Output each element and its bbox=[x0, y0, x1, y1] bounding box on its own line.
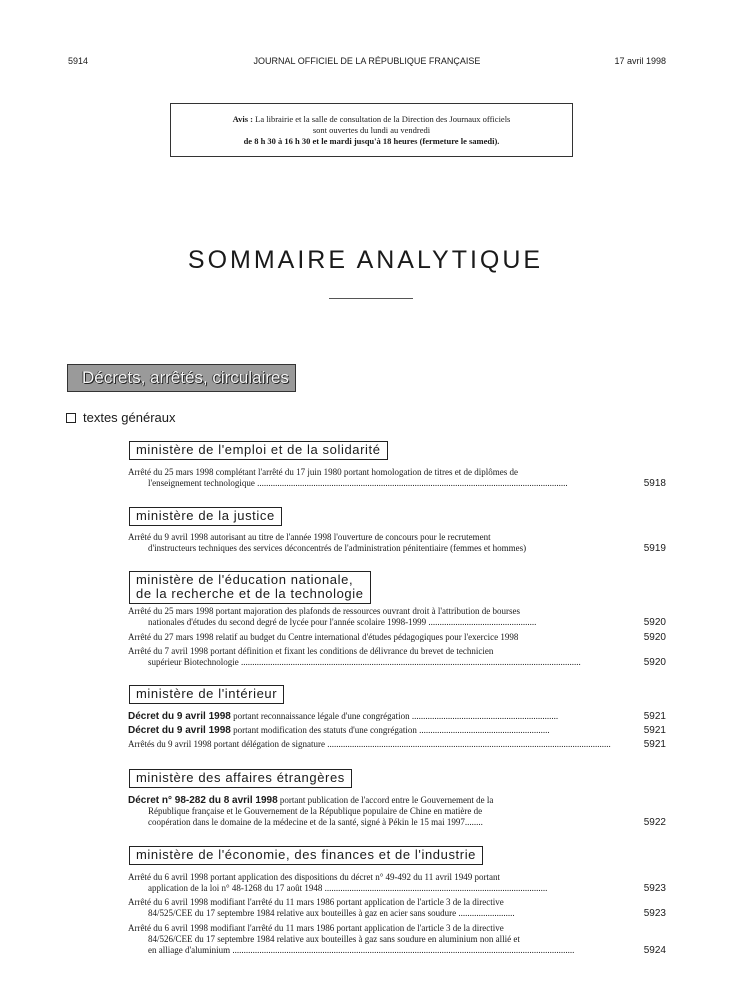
notice-label: Avis : bbox=[232, 114, 254, 124]
entry-line: portant publication de l'accord entre le Gouvernement de la bbox=[277, 795, 494, 805]
ministry-name: ministère de l'emploi et de la solidarité bbox=[136, 442, 381, 457]
entry-page: 5921 bbox=[643, 739, 666, 750]
ministry-name: ministère de la justice bbox=[136, 508, 275, 523]
entry-text: Décret du 9 avril 1998 portant reconnaissance légale d'une congrégation ................................................................. bbox=[128, 711, 559, 722]
entry-line: Arrêté du 6 avril 1998 modifiant l'arrêté du 11 mars 1986 portant application de l'article 3 de la directive bbox=[128, 897, 504, 907]
running-header bbox=[68, 56, 666, 70]
entry-bold: Décret du 9 avril 1998 bbox=[128, 725, 231, 736]
ministry-name: ministère des affaires étrangères bbox=[136, 770, 345, 785]
category-label: textes généraux bbox=[83, 410, 176, 425]
entry-page: 5923 bbox=[643, 908, 666, 919]
ministry-name: ministère de l'intérieur bbox=[136, 686, 278, 701]
entry-line: Arrêtés du 9 avril 1998 portant délégation de signature bbox=[128, 739, 325, 749]
entry bbox=[128, 646, 666, 668]
entry-line: supérieur Biotechnologie bbox=[148, 657, 239, 667]
entry-line: Arrêté du 9 avril 1998 autorisant au titre de l'année 1998 l'ouverture de concours pour le recrutement bbox=[128, 532, 491, 542]
entry-page: 5920 bbox=[643, 657, 666, 668]
entry-line: application de la loi n° 48-1268 du 17 août 1948 bbox=[148, 883, 323, 893]
ministry-header-economie bbox=[129, 846, 483, 865]
entry bbox=[128, 872, 666, 894]
ministry-name: ministère de l'économie, des finances et de l'industrie bbox=[136, 847, 477, 862]
entry-line: en alliage d'aluminium bbox=[148, 945, 231, 955]
journal-title: JOURNAL OFFICIEL DE LA RÉPUBLIQUE FRANÇAISE bbox=[253, 56, 481, 66]
entry bbox=[128, 467, 666, 489]
section-banner: Décrets, arrêtés, circulaires bbox=[67, 364, 296, 392]
entry-bold: Décret n° 98-282 du 8 avril 1998 bbox=[128, 795, 278, 806]
entry bbox=[128, 923, 666, 956]
entry-line: Arrêté du 6 avril 1998 portant application des dispositions du décret n° 49-492 du 11 avril 1949 portant bbox=[128, 872, 500, 882]
entry-line: Arrêté du 27 mars 1998 relatif au budget du Centre international d'études pédagogiques pour l'exercice 1998 bbox=[128, 632, 519, 642]
entry-page: 5919 bbox=[643, 543, 666, 554]
title-rule bbox=[329, 298, 413, 299]
entry-line: 84/525/CEE du 17 septembre 1984 relative aux bouteilles à gaz en acier sans soudure bbox=[148, 908, 457, 918]
ministry-header-affaires-etrangeres bbox=[129, 769, 352, 788]
entry-text: Arrêté du 25 mars 1998 portant majoration des plafonds de ressources ouvrant droit à l'attribution de bourses nationales d'études du second degré de lycée pour l'année scolaire 1998-1999 ................................................ bbox=[128, 606, 537, 627]
entry-line: d'instructeurs techniques des services déconcentrés de l'administration pénitentiaire (femmes et hommes) bbox=[148, 543, 527, 553]
entry-text bbox=[128, 532, 614, 554]
entry-text: Arrêté du 6 avril 1998 modifiant l'arrêté du 11 mars 1986 portant application de l'article 3 de la directive 84/526/CEE du 17 septembre 1984 relative aux bouteilles à gaz sans soudure en aluminium non allié et en alliage d'aluminium ........................................................................................................................................................ bbox=[128, 923, 575, 955]
notice-line-2: sont ouvertes du lundi au vendredi bbox=[312, 125, 431, 135]
entry bbox=[128, 739, 666, 750]
category-heading bbox=[66, 410, 176, 425]
entry-page: 5922 bbox=[643, 817, 666, 828]
entry-line: l'enseignement technologique bbox=[148, 478, 255, 488]
checkbox-icon bbox=[66, 413, 76, 423]
entry bbox=[128, 795, 666, 828]
entry-line: Arrêté du 6 avril 1998 modifiant l'arrêté du 11 mars 1986 portant application de l'article 3 de la directive bbox=[128, 923, 504, 933]
ministry-name-line-1: ministère de l'éducation nationale, bbox=[136, 572, 354, 587]
entry-line: Arrêté du 25 mars 1998 complétant l'arrêté du 17 juin 1980 portant homologation de titres et de diplômes de bbox=[128, 467, 519, 477]
entry-text: Arrêté du 7 avril 1998 portant définition et fixant les conditions de délivrance du brevet de technicien supérieur Biotechnologie ....................................................................................................................................................... bbox=[128, 646, 581, 667]
ministry-header-education bbox=[129, 571, 371, 604]
entry-line: République française et le Gouvernement de la République populaire de Chine en matière de bbox=[148, 806, 483, 816]
ministry-header-justice bbox=[129, 507, 282, 526]
notice-text-1: La librairie et la salle de consultation de la Direction des Journaux officiels bbox=[255, 114, 511, 124]
entry-text: Arrêté du 25 mars 1998 complétant l'arrêté du 17 juin 1980 portant homologation de titres et de diplômes de l'enseignement technologique .......................................................................................................................................... bbox=[128, 467, 568, 488]
entry-line: portant reconnaissance légale d'une congrégation bbox=[230, 711, 410, 721]
entry-line: coopération dans le domaine de la médecine et de la santé, signé à Pékin le 15 mai 1997 bbox=[148, 817, 465, 827]
entry-line: Arrêté du 25 mars 1998 portant majoration des plafonds de ressources ouvrant droit à l'attribution de bourses bbox=[128, 606, 521, 616]
entry bbox=[128, 711, 666, 722]
entry-text: Décret n° 98-282 du 8 avril 1998 portant publication de l'accord entre le Gouvernement de la République française et le Gouvernement de la République populaire de Chine en matière de coopération dans le domaine de la médecine et de la santé, signé à Pékin le 15 mai 1997........ bbox=[128, 795, 494, 827]
entry-page: 5918 bbox=[643, 478, 666, 489]
entry bbox=[128, 532, 666, 554]
entry-bold: Décret du 9 avril 1998 bbox=[128, 711, 231, 722]
entry-line: portant modification des statuts d'une congrégation bbox=[230, 725, 417, 735]
notice-line-1 bbox=[171, 114, 572, 125]
entry-page: 5920 bbox=[643, 632, 666, 643]
entry-text: Arrêtés du 9 avril 1998 portant délégation de signature .............................................................................................................................. bbox=[128, 739, 611, 749]
entry-text: Arrêté du 6 avril 1998 portant application des dispositions du décret n° 49-492 du 11 avril 1949 portant application de la loi n° 48-1268 du 17 août 1948 ................................................................................................... bbox=[128, 872, 548, 893]
entry bbox=[128, 632, 666, 643]
notice-box bbox=[170, 103, 573, 157]
ministry-header-emploi bbox=[129, 441, 388, 460]
issue-date: 17 avril 1998 bbox=[614, 56, 666, 66]
entry-line: 84/526/CEE du 17 septembre 1984 relative aux bouteilles à gaz sans soudure en aluminium non allié et bbox=[148, 934, 520, 944]
entry-line: nationales d'études du second degré de lycée pour l'année scolaire 1998-1999 bbox=[148, 617, 427, 627]
entry bbox=[128, 897, 666, 919]
entry-page: 5923 bbox=[643, 883, 666, 894]
entry-text: Arrêté du 6 avril 1998 modifiant l'arrêté du 11 mars 1986 portant application de l'article 3 de la directive 84/525/CEE du 17 septembre 1984 relative aux bouteilles à gaz en acier sans soudure ......................... bbox=[128, 897, 515, 918]
notice-hours: de 8 h 30 à 16 h 30 et le mardi jusqu'à 18 heures (fermeture le samedi). bbox=[243, 136, 500, 146]
entry-text: Décret du 9 avril 1998 portant modification des statuts d'une congrégation .......................................................... bbox=[128, 725, 550, 736]
ministry-header-interieur bbox=[129, 685, 284, 704]
entry bbox=[128, 606, 666, 628]
entry-text bbox=[128, 632, 614, 643]
ministry-name-line-2: de la recherche et de la technologie bbox=[136, 586, 364, 601]
entry-page: 5924 bbox=[643, 945, 666, 956]
entry-line: Arrêté du 7 avril 1998 portant définition et fixant les conditions de délivrance du brevet de technicien bbox=[128, 646, 494, 656]
entry-page: 5921 bbox=[643, 725, 666, 736]
page-number: 5914 bbox=[68, 56, 89, 66]
entry-page: 5921 bbox=[643, 711, 666, 722]
entry-page: 5920 bbox=[643, 617, 666, 628]
entry bbox=[128, 725, 666, 736]
notice-line-3 bbox=[171, 136, 572, 147]
page-title: SOMMAIRE ANALYTIQUE bbox=[187, 246, 544, 274]
